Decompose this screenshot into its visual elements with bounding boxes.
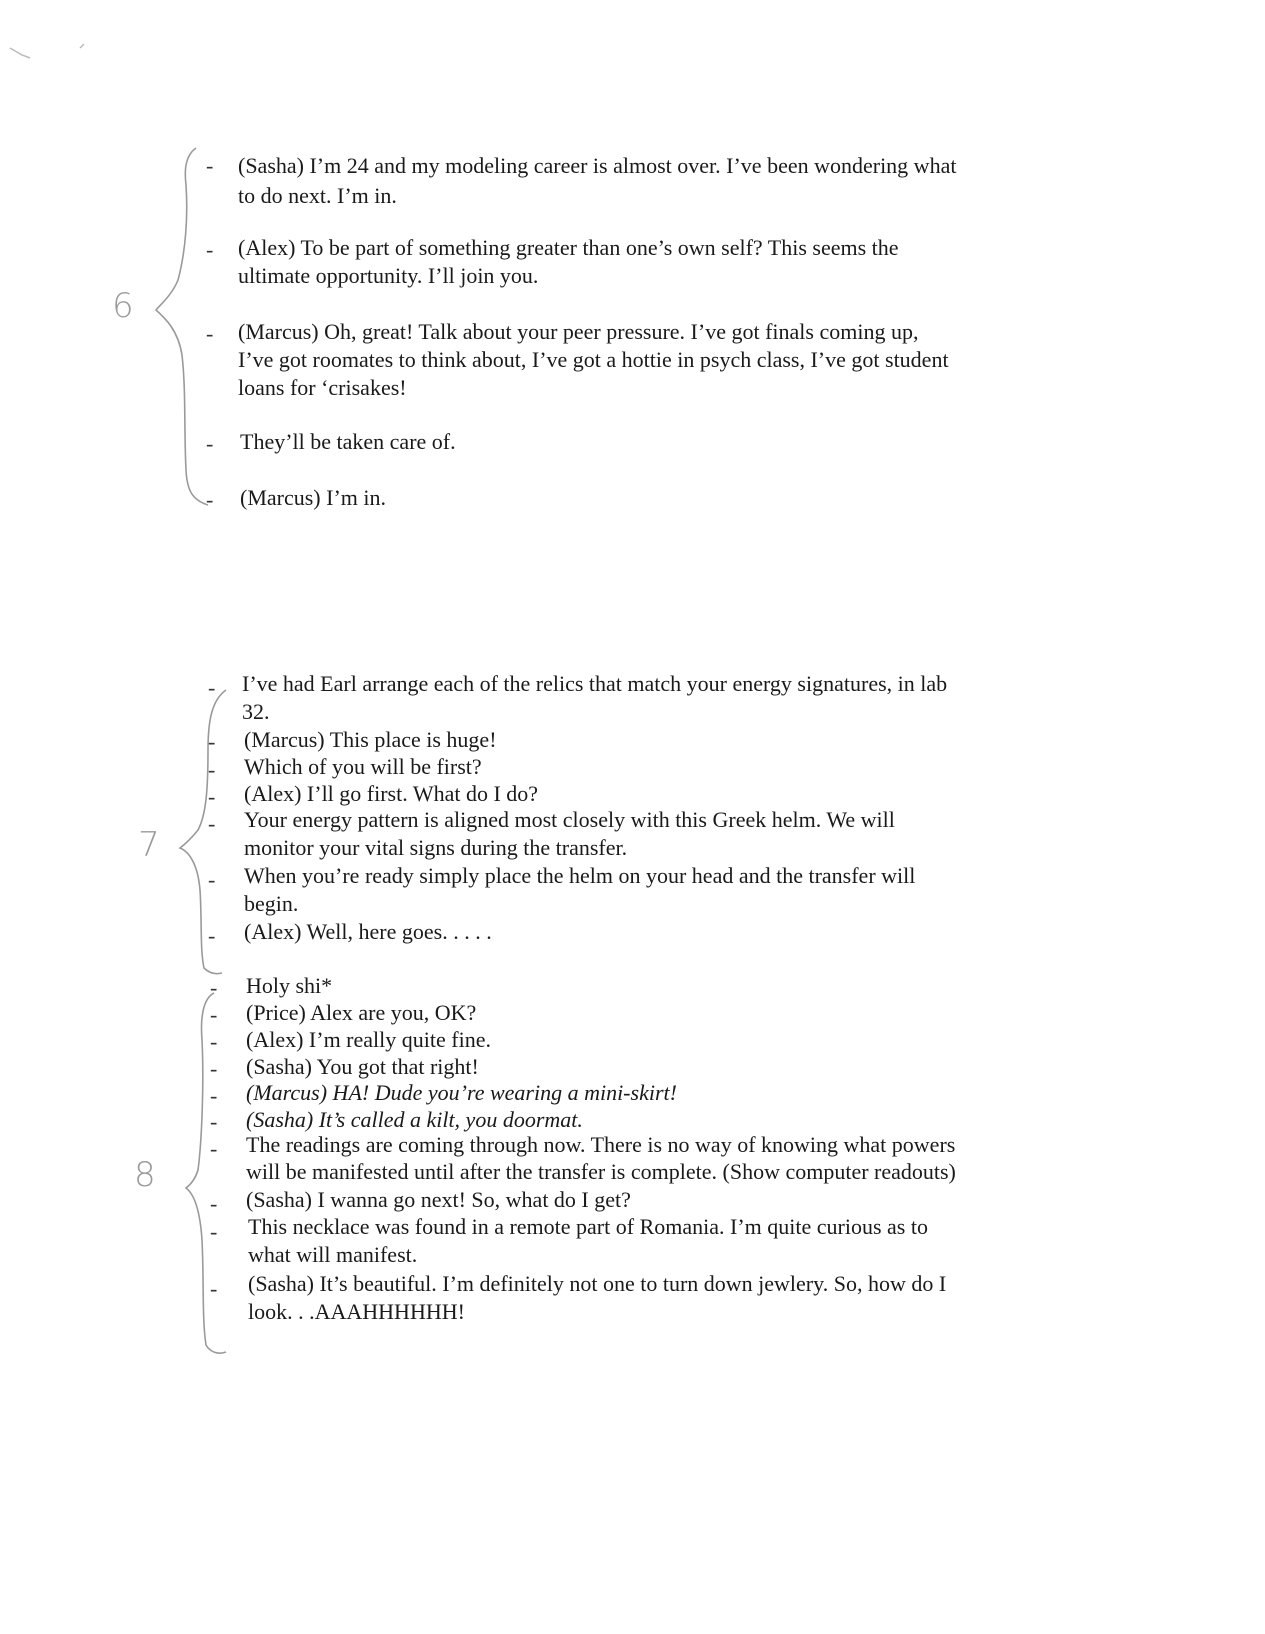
bracket-section-2: [180, 690, 226, 974]
bullet-dash: -: [210, 1191, 218, 1216]
bullet-dash: -: [206, 237, 214, 262]
dialogue-line: I’ve had Earl arrange each of the relics that match your energy signatures, in lab: [242, 671, 948, 696]
dialogue-line: When you’re ready simply place the helm on your head and the transfer will: [244, 863, 916, 888]
bullet-dash: -: [210, 1109, 218, 1134]
dialogue-line: (Sasha) It’s beautiful. I’m definitely not one to turn down jewlery. So, how do I: [248, 1271, 947, 1296]
dialogue-line-continued: will be manifested until after the transfer is complete. (Show computer readouts): [246, 1159, 956, 1184]
bullet-dash: -: [210, 1219, 218, 1244]
dialogue-line: Which of you will be first?: [244, 754, 482, 779]
bullet-dash: -: [206, 431, 214, 456]
scan-speck: [10, 48, 30, 58]
dialogue-line-italic: (Marcus) HA! Dude you’re wearing a mini-skirt!: [246, 1080, 677, 1105]
margin-note-8: 8: [134, 1155, 156, 1195]
bullet-dash: -: [208, 675, 216, 700]
bracket-section-1: [156, 148, 208, 505]
bullet-dash: -: [210, 1056, 218, 1081]
dialogue-line: This necklace was found in a remote part of Romania. I’m quite curious as to: [248, 1214, 928, 1239]
dialogue-line-continued: to do next. I’m in.: [238, 183, 397, 208]
bullet-dash: -: [210, 1276, 218, 1301]
dialogue-line-italic: (Sasha) It’s called a kilt, you doormat.: [246, 1107, 583, 1132]
dialogue-line-continued: monitor your vital signs during the transfer.: [244, 835, 628, 860]
dialogue-line: (Marcus) I’m in.: [240, 485, 387, 510]
dialogue-line: (Alex) Well, here goes. . . . .: [244, 919, 492, 944]
bullet-dash: -: [208, 811, 216, 836]
bullet-dash: -: [206, 153, 214, 178]
bullet-dash: -: [210, 1029, 218, 1054]
bullet-dash: -: [206, 321, 214, 346]
bullet-dash: -: [210, 975, 218, 1000]
dialogue-line: (Sasha) You got that right!: [246, 1054, 479, 1079]
dialogue-line: The readings are coming through now. There is no way of knowing what powers: [246, 1132, 956, 1157]
margin-note-6: 6: [112, 286, 134, 326]
bullet-dash: -: [208, 923, 216, 948]
dialogue-line: (Alex) I’ll go first. What do I do?: [244, 781, 539, 806]
bullet-dash: -: [208, 784, 216, 809]
bullet-dash: -: [208, 757, 216, 782]
dialogue-line: Holy shi*: [246, 973, 333, 998]
dialogue-line: (Marcus) Oh, great! Talk about your peer pressure. I’ve got finals coming up,: [238, 319, 919, 344]
bullet-dash: -: [208, 729, 216, 754]
dialogue-line-continued: I’ve got roomates to think about, I’ve got a hottie in psych class, I’ve got student: [238, 347, 949, 372]
dialogue-line: (Sasha) I wanna go next! So, what do I get?: [246, 1187, 631, 1212]
dialogue-line-continued: 32.: [242, 699, 270, 724]
dialogue-line-continued: look. . .AAAHHHHHH!: [248, 1299, 465, 1324]
bullet-dash: -: [210, 1083, 218, 1108]
dialogue-line: (Sasha) I’m 24 and my modeling career is almost over. I’ve been wondering what: [238, 153, 957, 178]
dialogue-line: They’ll be taken care of.: [240, 429, 456, 454]
dialogue-line: (Alex) To be part of something greater than one’s own self? This seems the: [238, 235, 899, 260]
dialogue-line-continued: begin.: [244, 891, 299, 916]
margin-note-7: 7: [138, 825, 160, 865]
dialogue-line-continued: loans for ‘crisakes!: [238, 375, 407, 400]
bracket-section-3: [186, 993, 226, 1353]
bullet-dash: -: [208, 867, 216, 892]
dialogue-line-continued: what will manifest.: [248, 1242, 418, 1267]
bullet-dash: -: [210, 1136, 218, 1161]
dialogue-line: (Price) Alex are you, OK?: [246, 1000, 477, 1025]
scan-speck: [80, 44, 84, 48]
bullet-dash: -: [206, 487, 214, 512]
dialogue-line: Your energy pattern is aligned most closely with this Greek helm. We will: [244, 807, 895, 832]
dialogue-line: (Alex) I’m really quite fine.: [246, 1027, 491, 1052]
dialogue-line: (Marcus) This place is huge!: [244, 727, 497, 752]
dialogue-line-continued: ultimate opportunity. I’ll join you.: [238, 263, 539, 288]
bullet-dash: -: [210, 1002, 218, 1027]
